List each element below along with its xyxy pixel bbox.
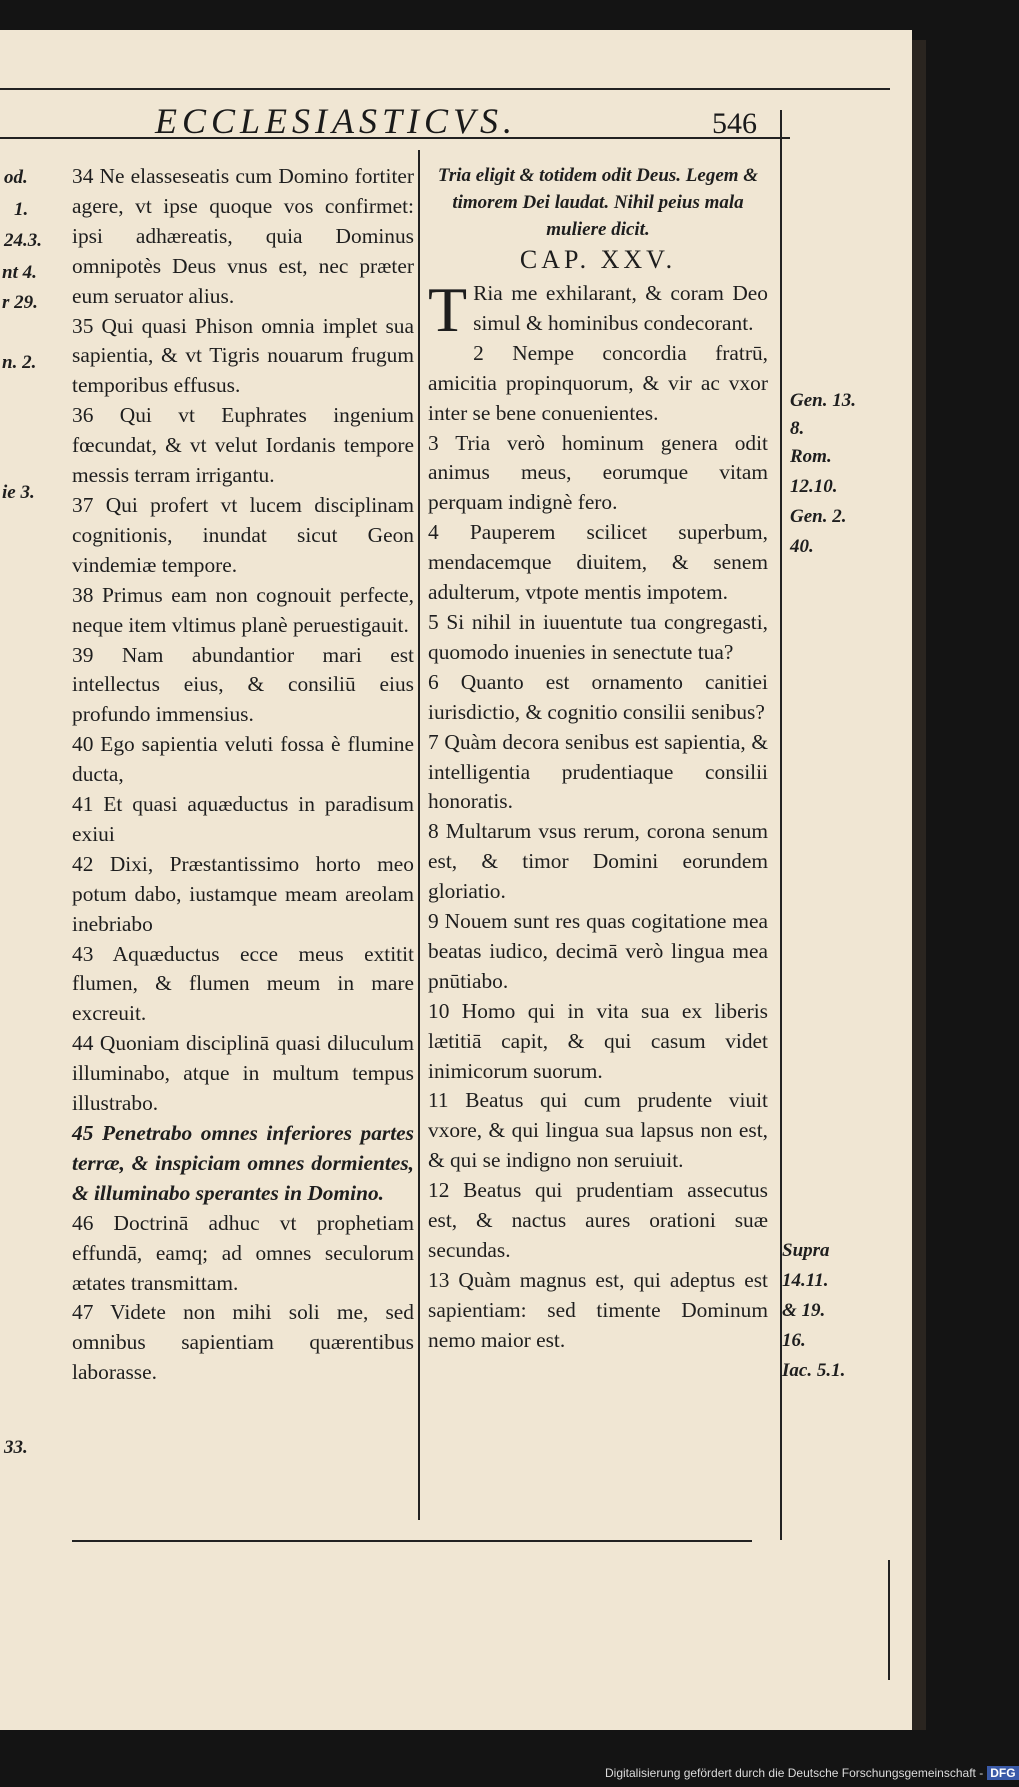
bottom-rule — [72, 1540, 752, 1542]
left-margin-ref: od. — [4, 167, 28, 188]
page-number: 546 — [712, 107, 757, 140]
verse: 34 Ne elasseseatis cum Domino fortiter agere, vt ipse quoque vos confirmet: ipsi adhæreatis, quia Dominus omnipotès Deus vnus est, nec præter eum seruator alius. — [72, 164, 414, 308]
verse: 9 Nouem sunt res quas cogitatione mea beatas iudico, decimā verò lingua mea pnūtiabo. — [428, 909, 768, 993]
dfg-logo: DFG — [987, 1766, 1018, 1780]
verse: 47 Videte non mihi soli me, sed omnibus sapientiam quærentibus laborasse. — [72, 1300, 414, 1385]
right-margin-ref: 8. — [790, 418, 805, 439]
first-verse-text: Ria me exhilarant, & coram Deo simul & hominibus condecorant. — [473, 281, 768, 335]
running-header-title: ECCLESIASTICVS. — [155, 101, 518, 141]
right-text-column — [428, 162, 768, 1356]
right-page-edge-rule — [888, 1560, 890, 1680]
verse: 3 Tria verò hominum genera odit animus meus, eorumque vitam perquam indignè fero. — [428, 430, 768, 515]
right-margin-ref: Supra — [782, 1240, 830, 1261]
right-margin-rule — [780, 110, 782, 1540]
verse: 44 Quoniam disciplinā quasi diluculum illuminabo, atque in multum tempus illustrabo. — [72, 1031, 414, 1116]
verse: 13 Quàm magnus est, qui adeptus est sapientiam: sed timente Dominum nemo maior est. — [428, 1267, 768, 1352]
page-edge-shadow — [912, 40, 926, 1730]
top-rule — [0, 88, 890, 90]
verse: 39 Nam abundantior mari est intellectus eius, & consiliū eius profundo immensius. — [72, 642, 414, 727]
right-margin-ref: & 19. — [782, 1300, 826, 1321]
verse: 46 Doctrinā adhuc vt prophetiam effundā, eamq; ad omnes seculorum ætates transmittam. — [72, 1210, 414, 1295]
chapter-heading: CAP. XXV. — [519, 245, 677, 274]
verse: 35 Qui quasi Phison omnia implet sua sapientia, & vt Tigris nouarum frugum temporibus effusus. — [72, 313, 414, 398]
digitization-footer — [605, 1766, 1019, 1780]
verse: 6 Quanto est ornamento canitiei iurisdictio, & cognitio consilii senibus? — [428, 669, 768, 724]
right-margin-ref: Gen. 2. — [790, 506, 847, 527]
verse: 11 Beatus qui cum prudente viuit vxore, & qui lingua sua lapsus non est, & qui se indigno non seruiuit. — [428, 1088, 768, 1173]
footer-text: Digitalisierung gefördert durch die Deutsche Forschungsgemeinschaft - — [605, 1766, 984, 1780]
left-margin-ref: 1. — [14, 199, 29, 220]
right-margin-ref: 12.10. — [790, 476, 838, 497]
left-margin-ref: 33. — [4, 1437, 28, 1458]
first-verse — [428, 274, 768, 345]
left-margin-ref: nt 4. — [2, 262, 37, 283]
verse: 37 Qui profert vt lucem disciplinam cognitionis, inundat sicut Geon vindemiæ tempore. — [72, 492, 414, 577]
verse: 8 Multarum vsus rerum, corona senum est, & timor Domini eorundem gloriatio. — [428, 819, 768, 904]
left-margin-ref: 24.3. — [4, 230, 42, 251]
left-text-column — [72, 162, 414, 1388]
right-margin-ref: 16. — [782, 1330, 806, 1351]
right-margin-ref: 40. — [790, 536, 814, 557]
verse: 7 Quàm decora senibus est sapientia, & intelligentia prudentiaque consilii honoratis. — [428, 729, 768, 814]
left-margin-ref: r 29. — [2, 292, 38, 313]
verse: 10 Homo qui in vita sua ex liberis lætitiā capit, & qui casum videt inimicorum suorum. — [428, 998, 768, 1083]
right-margin-ref: Gen. 13. — [790, 390, 856, 411]
verse-italic: 45 Penetrabo omnes inferiores partes terræ, & inspiciam omnes dormientes, & illuminabo sperantes in Domino. — [72, 1121, 414, 1205]
chapter-summary: Tria eligit & totidem odit Deus. Legem & timorem Dei laudat. Nihil peius mala muliere dicit. — [437, 165, 759, 240]
verse: 40 Ego sapientia veluti fossa è flumine ducta, — [72, 732, 414, 787]
left-margin-ref: ie 3. — [2, 482, 35, 503]
left-margin-ref: n. 2. — [2, 352, 37, 373]
verse: 36 Qui vt Euphrates ingenium fœcundat, & vt velut Iordanis tempore messis terram irrigantu. — [72, 403, 414, 488]
verse: 12 Beatus qui prudentiam assecutus est, & nactus aures orationi suæ secundas. — [428, 1178, 768, 1262]
left-column-divider — [418, 150, 420, 1520]
verse: 42 Dixi, Præstantissimo horto meo potum dabo, iustamque meam areolam inebriabo — [72, 851, 414, 936]
verse: 4 Pauperem scilicet superbum, mendacemque diuitem, & senem adulterum, vtpote mentis impotem. — [428, 520, 768, 605]
right-margin-ref: Iac. 5.1. — [782, 1360, 846, 1381]
verse: 2 Nempe concordia fratrū, amicitia propinquorum, & vir ac vxor inter se bene conuenientes. — [428, 340, 768, 425]
verse: 43 Aquæductus ecce meus extitit flumen, & flumen meum in mare excreuit. — [72, 941, 414, 1026]
right-margin-ref: Rom. — [790, 446, 832, 467]
verse: 41 Et quasi aquæductus in paradisum exiui — [72, 792, 414, 846]
verse: 5 Si nihil in iuuentute tua congregasti, quomodo inuenies in senectute tua? — [428, 609, 768, 664]
verse: 38 Primus eam non cognouit perfecte, neque item vltimus planè peruestigauit. — [72, 582, 414, 637]
right-margin-ref: 14.11. — [782, 1270, 829, 1291]
drop-cap: T — [428, 274, 468, 345]
